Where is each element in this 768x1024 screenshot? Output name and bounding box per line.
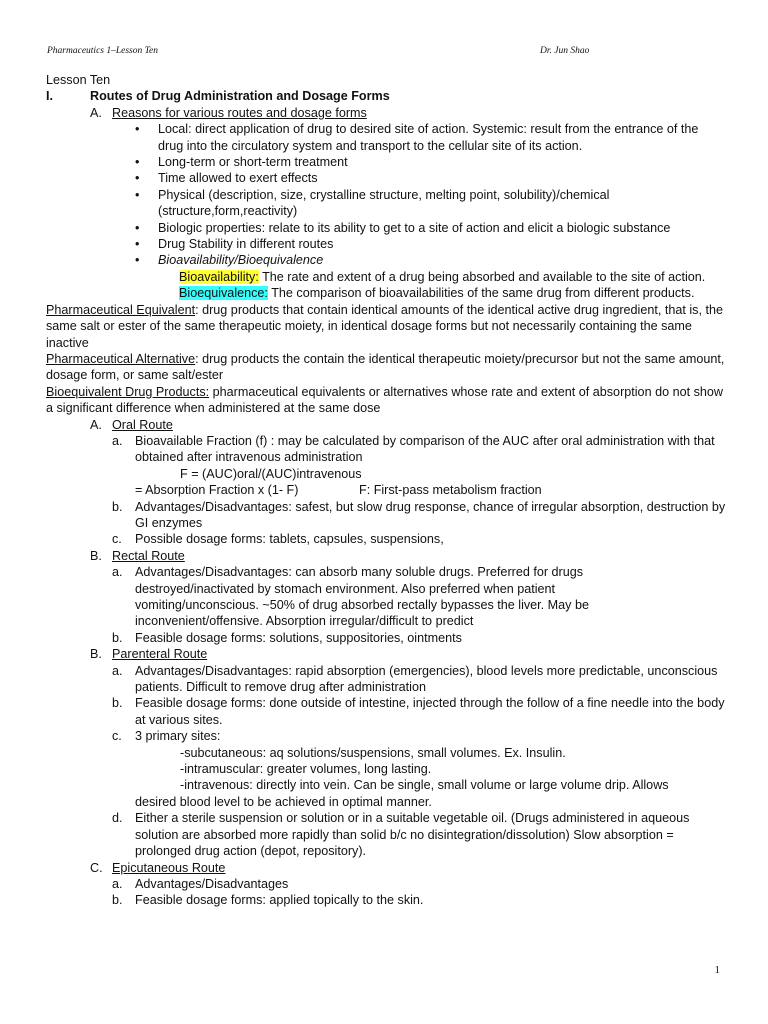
item-text: Advantages/Disadvantages: safest, but slow drug response, chance of irregular absorption, destruction by GI enzymes bbox=[135, 499, 726, 530]
document-body bbox=[46, 72, 726, 909]
reason-bullet bbox=[46, 170, 726, 186]
bullet-marker: • bbox=[135, 122, 140, 137]
bioequivalence-text: The comparison of bioavailabilities of the same drug from different products. bbox=[267, 286, 695, 301]
definition-paragraph bbox=[46, 351, 726, 384]
bullet-marker: • bbox=[135, 220, 140, 235]
bioequivalence-term: Bioequivalence: bbox=[179, 286, 268, 301]
item-text: Feasible dosage forms: solutions, suppositories, ointments bbox=[135, 630, 462, 645]
bioavailability-definition bbox=[46, 269, 726, 285]
oral-item bbox=[46, 531, 726, 547]
reason-bullet bbox=[46, 236, 726, 252]
item-text: 3 primary sites: bbox=[135, 729, 221, 744]
parenteral-route-heading bbox=[46, 646, 726, 662]
reasons-marker: A. bbox=[90, 105, 102, 120]
reason-text: Local: direct application of drug to desired site of action. Systemic: result from the entrance of the drug into the circulatory system and transport to the cellular site of its action. bbox=[158, 122, 699, 153]
item-text: Advantages/Disadvantages: can absorb many soluble drugs. Preferred for drugs destroyed/inactivated by stomach environment. Also preferred when patient vomiting/unconscious. ~50% of drug absorbed rectally bypasses the liver. May be inconvenient/offensive. Absorption irregular/difficult to predict bbox=[135, 565, 589, 629]
parenteral-item bbox=[46, 728, 726, 744]
reason-text: Biologic properties: relate to its ability to get to a site of action and elicit a biologic substance bbox=[158, 220, 671, 235]
parenteral-item bbox=[46, 695, 726, 728]
item-marker: a. bbox=[112, 876, 123, 891]
item-marker: a. bbox=[112, 663, 123, 678]
reason-bullet bbox=[46, 252, 726, 268]
site-intravenous-continued: desired blood level to be achieved in optimal manner. bbox=[135, 794, 432, 809]
bullet-marker: • bbox=[135, 171, 140, 186]
reason-text: Bioavailability/Bioequivalence bbox=[158, 253, 324, 268]
epicutaneous-title: Epicutaneous Route bbox=[112, 860, 226, 875]
lesson-title: Lesson Ten bbox=[46, 73, 111, 87]
epicutaneous-marker: C. bbox=[90, 860, 103, 875]
definition-text: : drug products that contain identical amounts of the identical active drug ingredient, that is, the same salt or ester of the same therapeutic moiety, in identical dosage forms but not necessarily containing the same inactive bbox=[46, 302, 723, 350]
reason-bullet bbox=[46, 121, 726, 154]
oral-item bbox=[46, 433, 726, 466]
item-marker: c. bbox=[112, 729, 122, 744]
parenteral-item bbox=[46, 810, 726, 859]
section-marker: I. bbox=[46, 89, 53, 104]
item-marker: c. bbox=[112, 532, 122, 547]
item-text: Feasible dosage forms: done outside of intestine, injected through the follow of a fine needle into the body at various sites. bbox=[135, 696, 725, 727]
rectal-title: Rectal Route bbox=[112, 548, 185, 563]
bullet-marker: • bbox=[135, 187, 140, 202]
absorption-fraction: = Absorption Fraction x (1- F) bbox=[135, 483, 299, 498]
item-marker: b. bbox=[112, 893, 123, 908]
parenteral-item bbox=[46, 663, 726, 696]
rectal-marker: B. bbox=[90, 548, 102, 563]
header-author: Dr. Jun Shao bbox=[540, 46, 590, 56]
item-text: Either a sterile suspension or solution or in a suitable vegetable oil. (Drugs administered in aqueous solution are absorbed more rapidly than solid b/c no disintegration/dissolution) Slow absorption = prolonged drug action (depot, repository). bbox=[135, 811, 690, 859]
first-pass-note: F: First-pass metabolism fraction bbox=[359, 483, 542, 498]
item-text: Possible dosage forms: tablets, capsules, suspensions, bbox=[135, 532, 444, 547]
reason-text: Physical (description, size, crystalline structure, melting point, solubility)/chemical (structure,form,reactivity) bbox=[158, 187, 610, 219]
oral-route-heading bbox=[46, 417, 726, 433]
definition-term: Pharmaceutical Equivalent bbox=[46, 302, 196, 317]
oral-marker: A. bbox=[90, 417, 102, 432]
definition-paragraph bbox=[46, 302, 726, 351]
bioavailability-formula: F = (AUC)oral/(AUC)intravenous bbox=[180, 466, 362, 481]
parenteral-marker: B. bbox=[90, 647, 102, 662]
item-text: Advantages/Disadvantages bbox=[135, 876, 289, 891]
bioavailability-text: The rate and extent of a drug being absorbed and available to the site of action. bbox=[258, 269, 706, 284]
rectal-item bbox=[46, 630, 726, 646]
bullet-marker: • bbox=[135, 237, 140, 252]
rectal-route-heading bbox=[46, 548, 726, 564]
bullet-marker: • bbox=[135, 253, 140, 268]
reason-text: Drug Stability in different routes bbox=[158, 237, 334, 252]
reason-bullet bbox=[46, 220, 726, 236]
bioequivalence-definition bbox=[46, 285, 726, 301]
reason-bullet bbox=[46, 154, 726, 170]
item-marker: a. bbox=[112, 433, 123, 448]
definition-text: pharmaceutical equivalents or alternatives whose rate and extent of absorption do not show a significant difference when administered at the same dose bbox=[46, 384, 723, 416]
site-intramuscular: -intramuscular: greater volumes, long lasting. bbox=[180, 762, 432, 777]
epicutaneous-item bbox=[46, 892, 726, 908]
oral-title: Oral Route bbox=[112, 417, 173, 432]
reasons-title: Reasons for various routes and dosage forms bbox=[112, 105, 367, 120]
header-course: Pharmaceutics 1–Lesson Ten bbox=[47, 46, 159, 56]
epicutaneous-route-heading bbox=[46, 860, 726, 876]
reason-bullet bbox=[46, 187, 726, 220]
epicutaneous-item bbox=[46, 876, 726, 892]
oral-item bbox=[46, 499, 726, 532]
reasons-heading bbox=[46, 105, 726, 121]
bullet-marker: • bbox=[135, 155, 140, 170]
item-marker: b. bbox=[112, 499, 123, 514]
item-text: Feasible dosage forms: applied topically to the skin. bbox=[135, 893, 424, 908]
item-marker: d. bbox=[112, 811, 123, 826]
section-heading bbox=[46, 88, 726, 104]
section-title: Routes of Drug Administration and Dosage Forms bbox=[90, 89, 390, 104]
absorption-formula bbox=[46, 482, 726, 498]
bioavailability-term: Bioavailability: bbox=[179, 269, 259, 284]
site-subcutaneous: -subcutaneous: aq solutions/suspensions, small volumes. Ex. Insulin. bbox=[180, 745, 566, 760]
page-number: 1 bbox=[714, 964, 720, 976]
definition-text: : drug products the contain the identical therapeutic moiety/precursor but not the same amount, dosage form, or same salt/ester bbox=[46, 351, 725, 383]
item-text: Advantages/Disadvantages: rapid absorption (emergencies), blood levels more predictable, unconscious patients. Difficult to remove drug after administration bbox=[135, 663, 718, 695]
parenteral-title: Parenteral Route bbox=[112, 647, 208, 662]
reason-text: Long-term or short-term treatment bbox=[158, 155, 348, 170]
definition-term: Pharmaceutical Alternative bbox=[46, 351, 196, 366]
rectal-item bbox=[46, 564, 726, 630]
definition-paragraph bbox=[46, 384, 726, 417]
reason-text: Time allowed to exert effects bbox=[158, 171, 318, 186]
site-intravenous: -intravenous: directly into vein. Can be single, small volume or large volume drip. Allows bbox=[180, 778, 669, 793]
item-marker: b. bbox=[112, 630, 123, 645]
item-marker: a. bbox=[112, 565, 123, 580]
item-marker: b. bbox=[112, 696, 123, 711]
item-text: Bioavailable Fraction (f) : may be calculated by comparison of the AUC after oral administration with that obtained after intravenous administration bbox=[135, 433, 715, 465]
definition-term: Bioequivalent Drug Products: bbox=[46, 384, 210, 399]
